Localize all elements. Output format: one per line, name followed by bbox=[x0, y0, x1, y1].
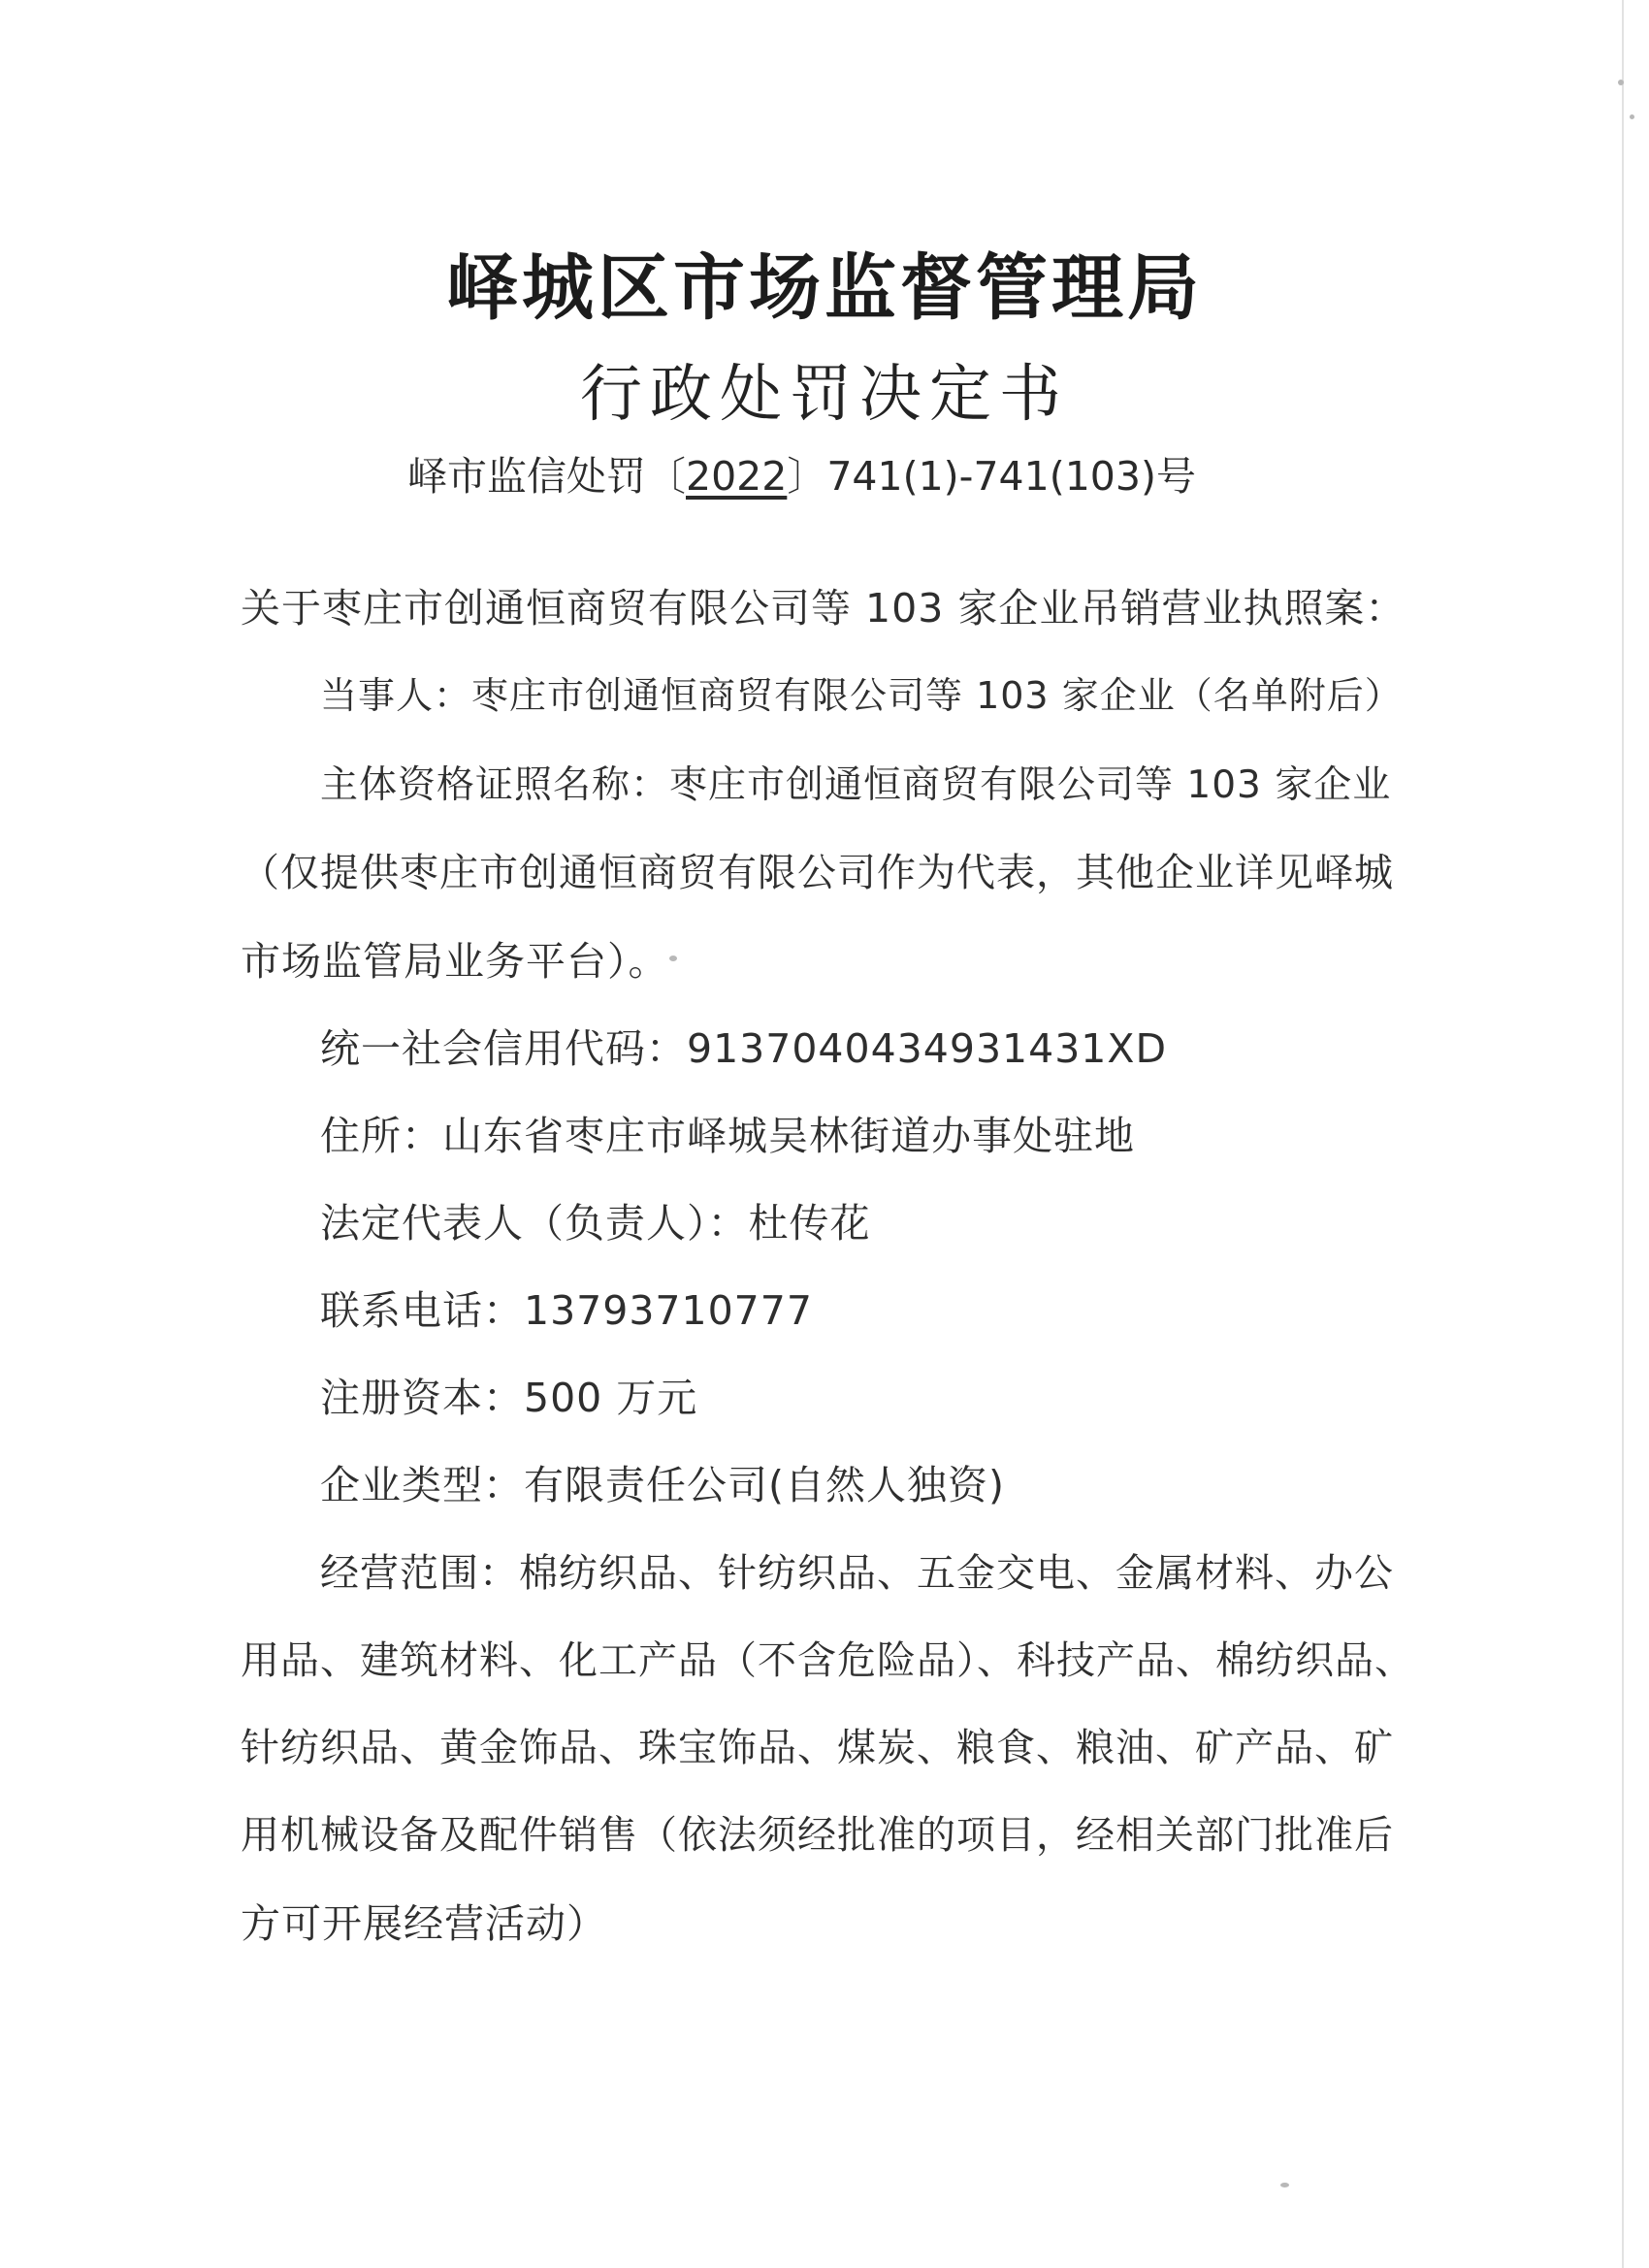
license-name-line-1: 主体资格证照名称：枣庄市创通恒商贸有限公司等 103 家企业 bbox=[320, 763, 1392, 807]
case-title: 关于枣庄市创通恒商贸有限公司等 103 家企业吊销营业执照案： bbox=[241, 585, 1406, 632]
phone-line: 联系电话：13793710777 bbox=[320, 1287, 813, 1334]
page-title: 峄城区市场监督管理局 bbox=[446, 246, 1203, 330]
registered-capital-line: 注册资本：500 万元 bbox=[320, 1375, 698, 1421]
scan-speck bbox=[1618, 80, 1624, 85]
business-scope-line-5: 方可开展经营活动） bbox=[241, 1900, 607, 1947]
document-number bbox=[407, 444, 1196, 502]
scan-speck bbox=[1280, 2183, 1289, 2187]
business-scope-line-2: 用品、建筑材料、化工产品（不含危险品）、科技产品、棉纺织品、 bbox=[241, 1638, 1414, 1683]
legal-representative-line: 法定代表人（负责人）：杜传花 bbox=[320, 1200, 871, 1247]
document-number-suffix: 〕741(1)-741(103)号 bbox=[787, 453, 1196, 500]
document-number-year: 2022 bbox=[686, 453, 788, 500]
document-type-title: 行政处罚决定书 bbox=[580, 359, 1069, 431]
license-name-line-3: 市场监管局业务平台）。 bbox=[241, 938, 669, 985]
document-number-prefix: 峄市监信处罚〔 bbox=[407, 453, 686, 500]
scan-speck bbox=[1630, 114, 1634, 119]
address-line: 住所：山东省枣庄市峄城吴林街道办事处驻地 bbox=[320, 1113, 1135, 1159]
license-name-line-2: （仅提供枣庄市创通恒商贸有限公司作为代表，其他企业详见峄城 bbox=[241, 851, 1394, 895]
party-line: 当事人：枣庄市创通恒商贸有限公司等 103 家企业（名单附后） bbox=[320, 674, 1403, 717]
credit-code-line: 统一社会信用代码：9137040434931431XD bbox=[320, 1025, 1168, 1072]
business-scope-line-1: 经营范围：棉纺织品、针纺织品、五金交电、金属材料、办公 bbox=[320, 1551, 1394, 1596]
business-scope-line-4: 用机械设备及配件销售（依法须经批准的项目，经相关部门批准后 bbox=[241, 1813, 1394, 1858]
business-scope-line-3: 针纺织品、黄金饰品、珠宝饰品、煤炭、粮食、粮油、矿产品、矿 bbox=[241, 1726, 1394, 1770]
scan-edge-line bbox=[1622, 0, 1624, 2268]
company-type-line: 企业类型：有限责任公司(自然人独资) bbox=[320, 1462, 1005, 1508]
